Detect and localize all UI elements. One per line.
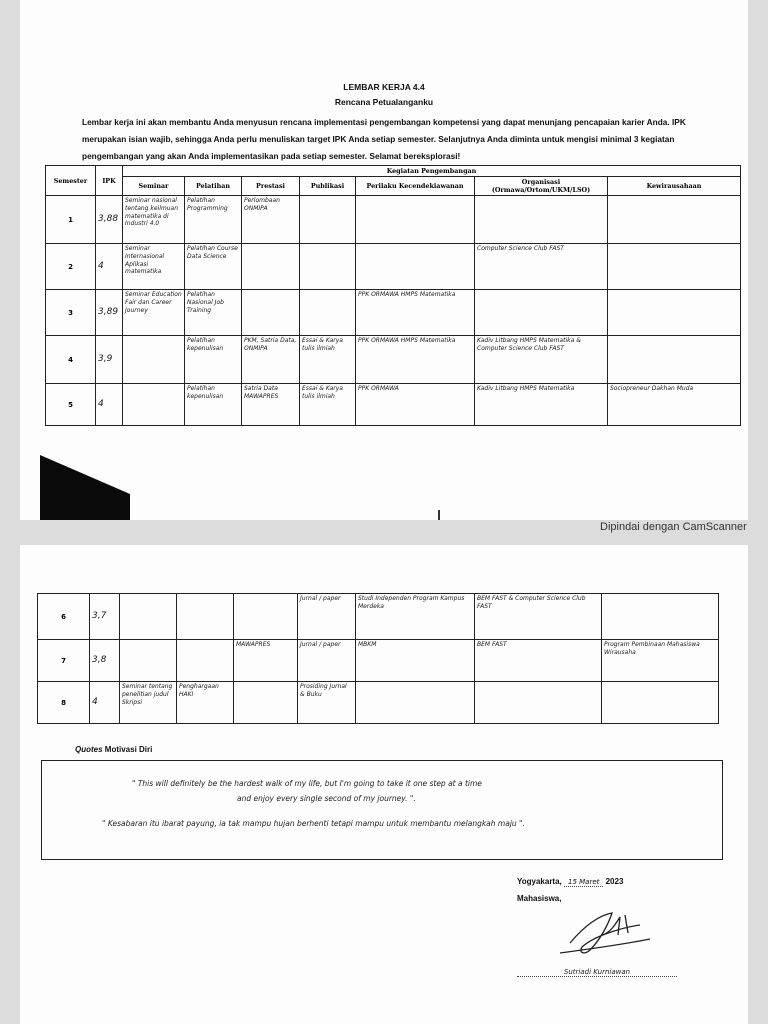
header-perilaku: Perilaku Kecendekiawanan (356, 177, 475, 196)
cell-organisasi (475, 196, 608, 244)
mahasiswa-label: Mahasiswa, (517, 894, 562, 903)
scan-artifact (438, 510, 440, 520)
handwritten-date: 15 Maret (564, 878, 603, 887)
cell-prestasi (242, 244, 300, 290)
cell-seminar: Seminar Education Fair dan Career Journey (123, 290, 185, 336)
table-row (46, 290, 741, 336)
cell-prestasi: PKM, Satria Data, ONMIPA (242, 336, 300, 384)
cell-publikasi (300, 290, 356, 336)
cell-ipk: 4 (90, 682, 120, 724)
scanned-page-2 (20, 545, 748, 1024)
cell-organisasi: BEM FAST & Computer Science Club FAST (475, 594, 602, 640)
cell-seminar: Seminar Internasional Aplikasi matematika (123, 244, 185, 290)
cell-organisasi (475, 290, 608, 336)
cell-pelatihan: Pelatihan Nasional Job Training (185, 290, 242, 336)
cell-ipk: 3,7 (90, 594, 120, 640)
cell-pelatihan (177, 594, 234, 640)
cell-semester: 5 (46, 384, 96, 426)
header-organisasi: Organisasi (Ormawa/Ortom/UKM/LSO) (475, 177, 608, 196)
header-prestasi: Prestasi (242, 177, 300, 196)
cell-perilaku: PPK ORMAWA HMPS Matematika (356, 290, 475, 336)
cell-pelatihan (177, 640, 234, 682)
cell-publikasi (300, 244, 356, 290)
cell-pelatihan: Pelatihan Programming (185, 196, 242, 244)
cell-kewirausahaan (602, 682, 719, 724)
table-row (46, 384, 741, 426)
cell-organisasi: Computer Science Club FAST (475, 244, 608, 290)
cell-semester: 3 (46, 290, 96, 336)
cell-semester: 7 (38, 640, 90, 682)
table-row (46, 196, 741, 244)
header-publikasi: Publikasi (300, 177, 356, 196)
table-row (46, 244, 741, 290)
development-plan-table-1 (45, 165, 741, 426)
place-date: Yogyakarta, 15 Maret 2023 (517, 877, 624, 886)
cell-seminar (120, 594, 177, 640)
camscanner-label: Dipindai dengan CamScanner (600, 521, 747, 533)
cell-publikasi: Essai & Karya tulis ilmiah (300, 336, 356, 384)
cell-kewirausahaan (608, 290, 741, 336)
cell-publikasi: Jurnal / paper (298, 594, 356, 640)
cell-kewirausahaan: Program Pembinaan Mahasiswa Wirausaha (602, 640, 719, 682)
table-row (46, 336, 741, 384)
cell-ipk: 3,9 (96, 336, 123, 384)
cell-kewirausahaan: Sociopreneur Dakhan Muda (608, 384, 741, 426)
table-row (38, 640, 719, 682)
cell-kewirausahaan (602, 594, 719, 640)
header-kegiatan: Kegiatan Pengembangan (123, 166, 741, 177)
cell-prestasi: MAWAPRES (234, 640, 298, 682)
worksheet-subtitle: Rencana Petualanganku (334, 97, 434, 107)
cell-kewirausahaan (608, 196, 741, 244)
scanned-page-1 (20, 0, 748, 520)
cell-perilaku: Studi Independen Program Kampus Merdeka (356, 594, 475, 640)
cell-semester: 8 (38, 682, 90, 724)
cell-semester: 4 (46, 336, 96, 384)
cell-organisasi: Kadiv Litbang HMPS Matematika (475, 384, 608, 426)
cell-organisasi: Kadiv Litbang HMPS Matematika & Computer Science Club FAST (475, 336, 608, 384)
cell-organisasi: BEM FAST (475, 640, 602, 682)
quote-1-line-2: and enjoy every single second of my journey. ". (237, 794, 416, 803)
cell-pelatihan: Pelatihan Course Data Science (185, 244, 242, 290)
cell-perilaku: PPK ORMAWA HMPS Matematika (356, 336, 475, 384)
cell-ipk: 4 (96, 244, 123, 290)
cell-pelatihan: Penghargaan HAKI (177, 682, 234, 724)
cell-ipk: 3,88 (96, 196, 123, 244)
cell-kewirausahaan (608, 244, 741, 290)
cell-semester: 1 (46, 196, 96, 244)
quotes-box (41, 760, 723, 860)
header-ipk: IPK (96, 166, 123, 196)
header-seminar: Seminar (123, 177, 185, 196)
quote-1-line-1: " This will definitely be the hardest walk of my life, but I'm going to take it one step at a time (132, 779, 482, 788)
cell-perilaku (356, 682, 475, 724)
cell-seminar (123, 336, 185, 384)
quote-2: " Kesabaran itu ibarat payung, ia tak mampu hujan berhenti tetapi mampu untuk membantu melangkah maju ". (102, 819, 525, 828)
signer-name: Sutriadi Kurniawan (517, 968, 677, 977)
cell-publikasi: Prosiding Jurnal & Buku (298, 682, 356, 724)
header-kewirausahaan: Kewirausahaan (608, 177, 741, 196)
cell-prestasi: Perlombaan ONMIPA (242, 196, 300, 244)
worksheet-instructions: Lembar kerja ini akan membantu Anda menyusun rencana implementasi pengembangan kompetensi yang dapat menunjang pencapaian karier Anda. IPK merupakan isian wajib, sehingga Anda perlu menuliskan target IPK Anda setiap semester. Selanjutnya Anda diminta untuk mengisi minimal 3 kegiatan pengembangan yang akan Anda implementasikan pada setiap semester. Selamat bereksplorasi! (82, 117, 686, 161)
scan-shadow (40, 455, 130, 520)
cell-publikasi: Jurnal / paper (298, 640, 356, 682)
header-semester: Semester (46, 166, 96, 196)
cell-ipk: 3,89 (96, 290, 123, 336)
cell-perilaku (356, 196, 475, 244)
cell-ipk: 3,8 (90, 640, 120, 682)
table-row (38, 594, 719, 640)
cell-semester: 2 (46, 244, 96, 290)
cell-semester: 6 (38, 594, 90, 640)
cell-perilaku: MBKM (356, 640, 475, 682)
cell-publikasi: Essai & Karya tulis ilmiah (300, 384, 356, 426)
quotes-label: Quotes Motivasi Diri (75, 745, 153, 754)
cell-prestasi (234, 594, 298, 640)
cell-kewirausahaan (608, 336, 741, 384)
cell-ipk: 4 (96, 384, 123, 426)
cell-prestasi (234, 682, 298, 724)
cell-prestasi (242, 290, 300, 336)
header-pelatihan: Pelatihan (185, 177, 242, 196)
cell-prestasi: Satria Data MAWAPRES (242, 384, 300, 426)
cell-seminar: Seminar tentang penelitian judul Skripsi (120, 682, 177, 724)
cell-pelatihan: Pelatihan kepenulisan (185, 336, 242, 384)
cell-organisasi (475, 682, 602, 724)
cell-publikasi (300, 196, 356, 244)
worksheet-title: LEMBAR KERJA 4.4 (343, 82, 425, 92)
cell-pelatihan: Pelatihan kepenulisan (185, 384, 242, 426)
cell-perilaku: PPK ORMAWA (356, 384, 475, 426)
signature-image (540, 905, 660, 965)
cell-seminar (123, 384, 185, 426)
table-row (38, 682, 719, 724)
cell-perilaku (356, 244, 475, 290)
development-plan-table-2 (37, 593, 719, 724)
cell-seminar (120, 640, 177, 682)
cell-seminar: Seminar nasional tentang keilmuan matematika di Industri 4.0 (123, 196, 185, 244)
